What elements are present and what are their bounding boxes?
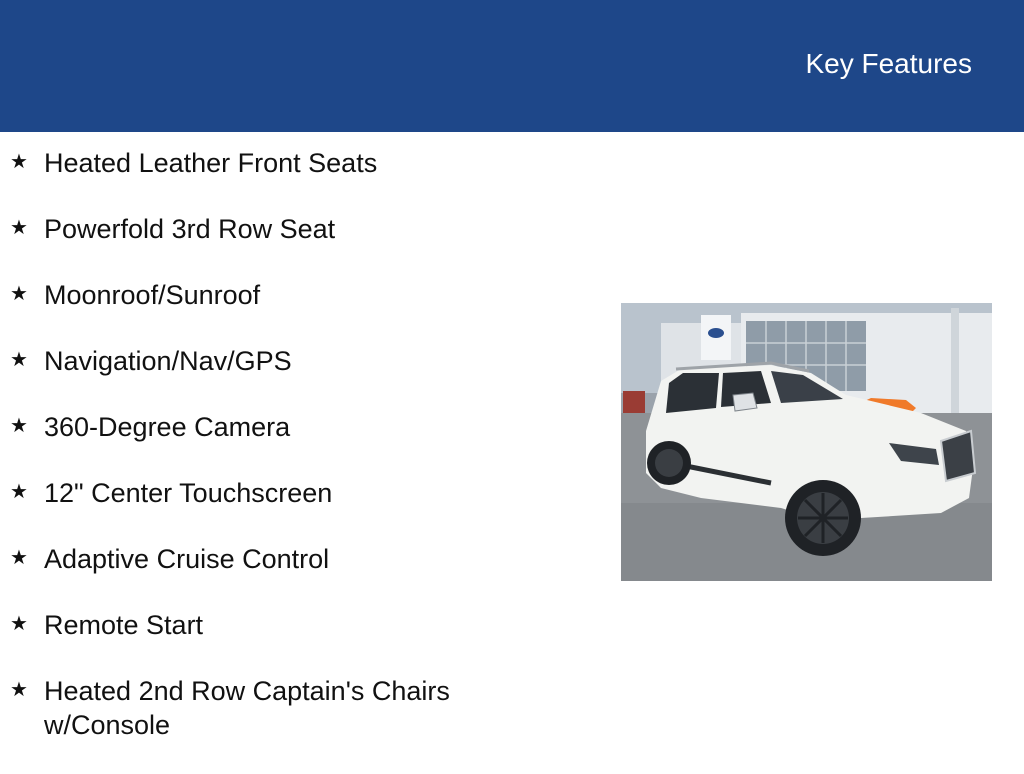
- star-icon: ★: [10, 611, 28, 635]
- star-icon: ★: [10, 545, 28, 569]
- feature-item: [10, 146, 530, 180]
- star-icon: ★: [10, 215, 28, 239]
- feature-label: Powerfold 3rd Row Seat: [44, 214, 336, 244]
- star-icon: ★: [10, 479, 28, 503]
- feature-label: Remote Start: [44, 610, 204, 640]
- feature-item: [10, 212, 530, 246]
- feature-label: Heated 2nd Row Captain's Chairs w/Console: [44, 676, 450, 740]
- feature-label: 12" Center Touchscreen: [44, 478, 333, 508]
- feature-item: [10, 344, 530, 378]
- feature-item: [10, 278, 530, 312]
- feature-label: 360-Degree Camera: [44, 412, 291, 442]
- feature-item: [10, 476, 530, 510]
- feature-item: [10, 410, 530, 444]
- feature-label: Moonroof/Sunroof: [44, 280, 261, 310]
- star-icon: ★: [10, 677, 28, 701]
- feature-list: [10, 146, 530, 774]
- feature-label: Adaptive Cruise Control: [44, 544, 330, 574]
- star-icon: ★: [10, 281, 28, 305]
- star-icon: ★: [10, 347, 28, 371]
- feature-item: [10, 608, 530, 642]
- suv-illustration: [621, 303, 992, 581]
- page-title: Key Features: [805, 48, 972, 79]
- feature-label: Heated Leather Front Seats: [44, 148, 378, 178]
- star-icon: ★: [10, 413, 28, 437]
- vehicle-photo: [621, 303, 992, 581]
- header-banner: [0, 0, 1024, 132]
- star-icon: ★: [10, 149, 28, 173]
- feature-label: Navigation/Nav/GPS: [44, 346, 292, 376]
- feature-item: [10, 674, 530, 742]
- feature-item: [10, 542, 530, 576]
